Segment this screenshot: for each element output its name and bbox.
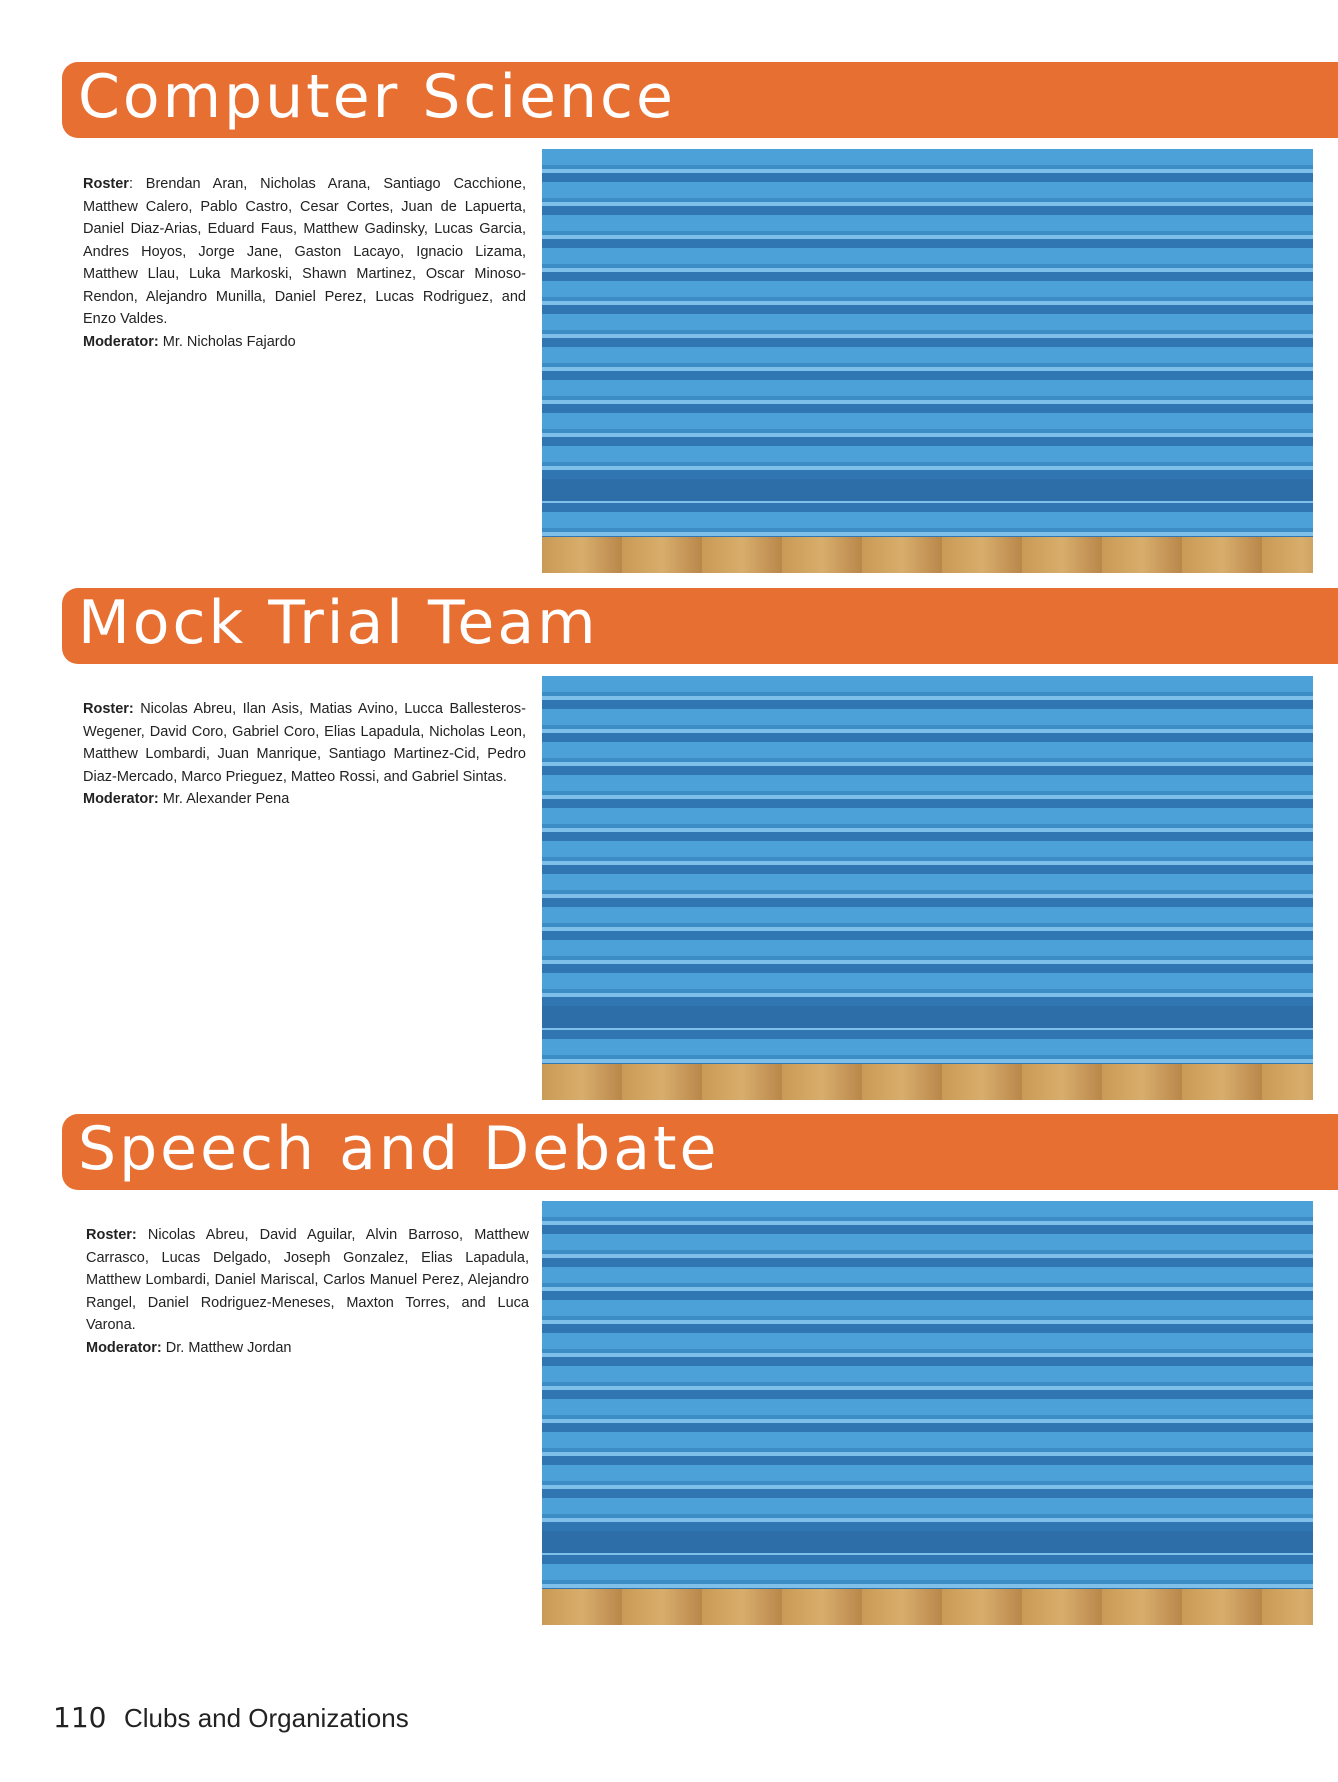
group-photo-computer-science [542,149,1313,573]
section-banner-speech-and-debate [62,1114,1338,1190]
roster-block [83,173,526,353]
roster-text [83,173,526,331]
roster-names: Nicolas Abreu, David Aguilar, Alvin Barroso, Matthew Carrasco, Lucas Delgado, Joseph Gonzalez, Elias Lapadula, Matthew Lombardi, Daniel Mariscal, Carlos Manuel Perez, Alejandro Rangel, Daniel Rodriguez-Meneses, Maxton Torres, and Luca Varona. [86,1227,529,1333]
moderator-name: Dr. Matthew Jordan [161,1339,292,1356]
moderator-text [86,1337,529,1360]
roster-block [83,698,526,811]
footer-section-label: Clubs and Organizations [124,1703,409,1733]
moderator-text [83,788,526,811]
page-number: 110 [53,1701,107,1734]
roster-names: : Brendan Aran, Nicholas Arana, Santiago Cacchione, Matthew Calero, Pablo Castro, Cesar Cortes, Juan de Lapuerta, Daniel Diaz-Arias, Eduard Faus, Matthew Gadinsky, Lucas Garcia, Andres Hoyos, Jorge Jane, Gaston Lacayo, Ignacio Lizama, Matthew Llau, Luka Markoski, Shawn Martinez, Oscar Minoso-Rendon, Alejandro Munilla, Daniel Perez, Lucas Rodriguez, and Enzo Valdes. [83,176,526,327]
moderator-text [83,331,526,354]
group-photo-speech-and-debate [542,1201,1313,1625]
section-banner-mock-trial-team [62,588,1338,664]
roster-label: Roster: [86,1227,137,1243]
section-title: Speech and Debate [78,1114,720,1184]
moderator-label: Moderator: [86,1339,162,1356]
moderator-label: Moderator: [83,791,159,807]
section-banner-computer-science [62,62,1338,138]
roster-label: Roster [83,176,129,192]
section-title: Mock Trial Team [78,588,599,658]
roster-text [83,698,526,788]
moderator-name: Mr. Alexander Pena [158,791,290,807]
roster-text [86,1224,529,1337]
roster-label: Roster: [83,701,134,717]
moderator-label: Moderator: [83,333,159,350]
roster-block [86,1224,529,1359]
group-photo-mock-trial-team [542,676,1313,1100]
roster-names: Nicolas Abreu, Ilan Asis, Matias Avino, Lucca Ballesteros-Wegener, David Coro, Gabriel Coro, Elias Lapadula, Nicholas Leon, Matthew Lombardi, Juan Manrique, Santiago Martinez-Cid, Pedro Diaz-Mercado, Marco Prieguez, Matteo Rossi, and Gabriel Sintas. [83,701,526,785]
moderator-name: Mr. Nicholas Fajardo [158,333,296,350]
section-title: Computer Science [78,62,676,132]
